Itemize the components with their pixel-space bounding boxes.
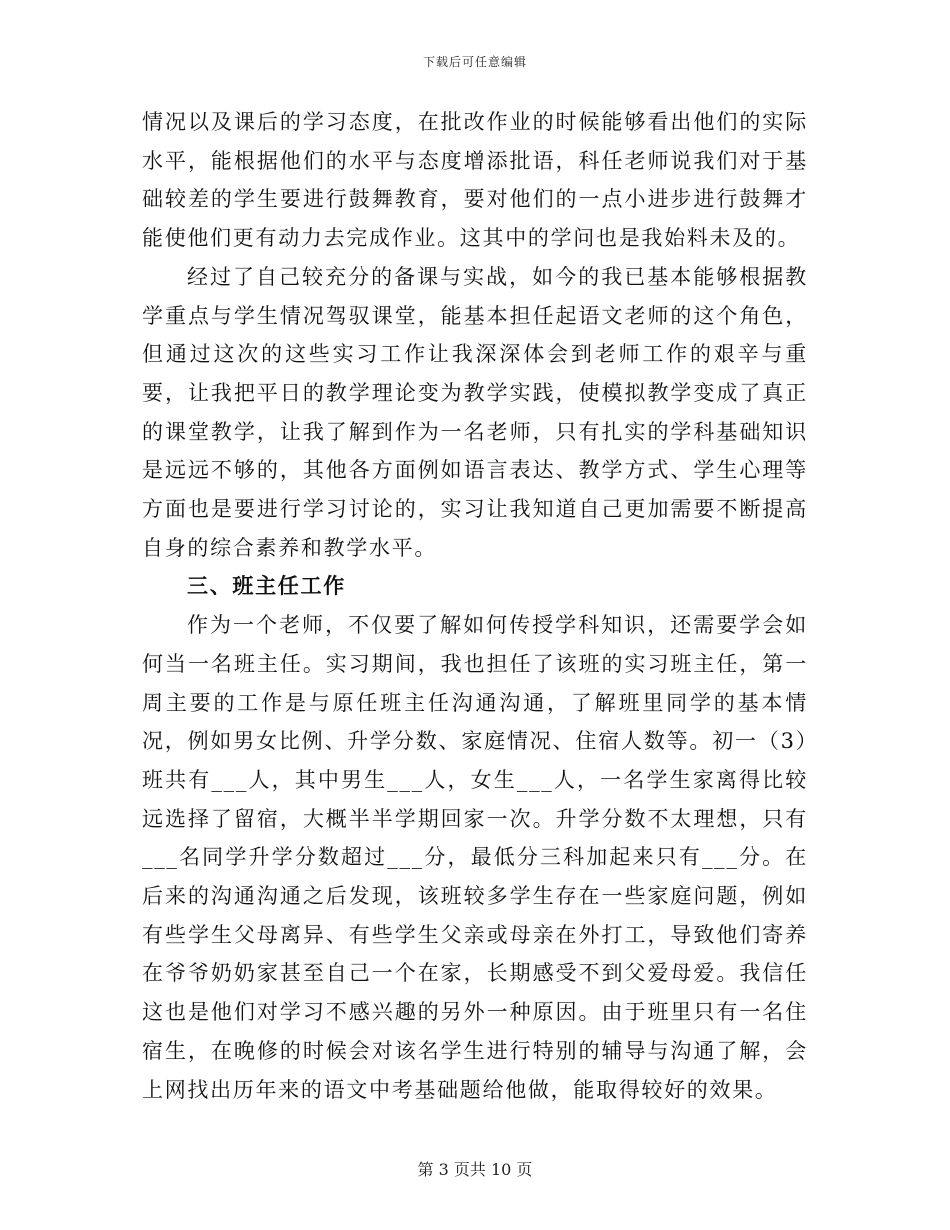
page-header: 下载后可任意编辑 [422,55,527,69]
section-heading: 三、班主任工作 [187,573,346,599]
paragraph-class-teacher-work: 作为一个老师，不仅要了解如何传授学科知识，还需要学会如何当一名班主任。实习期间，我也担任了该班的实习班主任，第一周主要的工作是与原任班主任沟通沟通，了解班里同学的基本情况，例如男女比例、升学分数、家庭情况、住宿人数等。初一（3）班共有___人，其中男生___人，女生___人，一名学生家离得比较远选择了留宿，大概半半学期回家一次。升学分数不太理想，只有___名同学升学分数超过___分，最低分三科加起来只有___分。在后来的沟通沟通之后发现，该班较多学生存在一些家庭问题，例如有些学生父母离异、有些学生父亲或母亲在外打工，导致他们寄养在爷爷奶奶家甚至自己一个在家，长期感受不到父爱母爱。我信任这也是他们对学习不感兴趣的另外一种原因。由于班里只有一名住宿生，在晚修的时候会对该名学生进行特别的辅导与沟通了解，会上网找出历年来的语文中考基础题给他做，能取得较好的效果。 [142,613,808,1102]
paragraph-reflection: 经过了自己较充分的备课与实战，如今的我已基本能够根据教学重点与学生情况驾驭课堂，能基本担任起语文老师的这个角色，但通过这次的这些实习工作让我深深体会到老师工作的艰辛与重要，让我把平日的教学理论变为教学实践，使模拟教学变成了真正的课堂教学，让我了解到作为一名老师，只有扎实的学科基础知识是远远不够的，其他各方面例如语言表达、教学方式、学生心理等方面也是要进行学习讨论的，实习让我知道自己更加需要不断提高自身的综合素养和教学水平。 [142,264,808,560]
page-number-footer: 第 3 页共 10 页 [417,1160,533,1179]
document-body [142,103,808,1109]
paragraph-continuation: 情况以及课后的学习态度，在批改作业的时候能够看出他们的实际水平，能根据他们的水平与态度增添批语，科任老师说我们对于基础较差的学生要进行鼓舞教育，要对他们的一点小进步进行鼓舞才能使他们更有动力去完成作业。这其中的学问也是我始料未及的。 [142,110,808,251]
